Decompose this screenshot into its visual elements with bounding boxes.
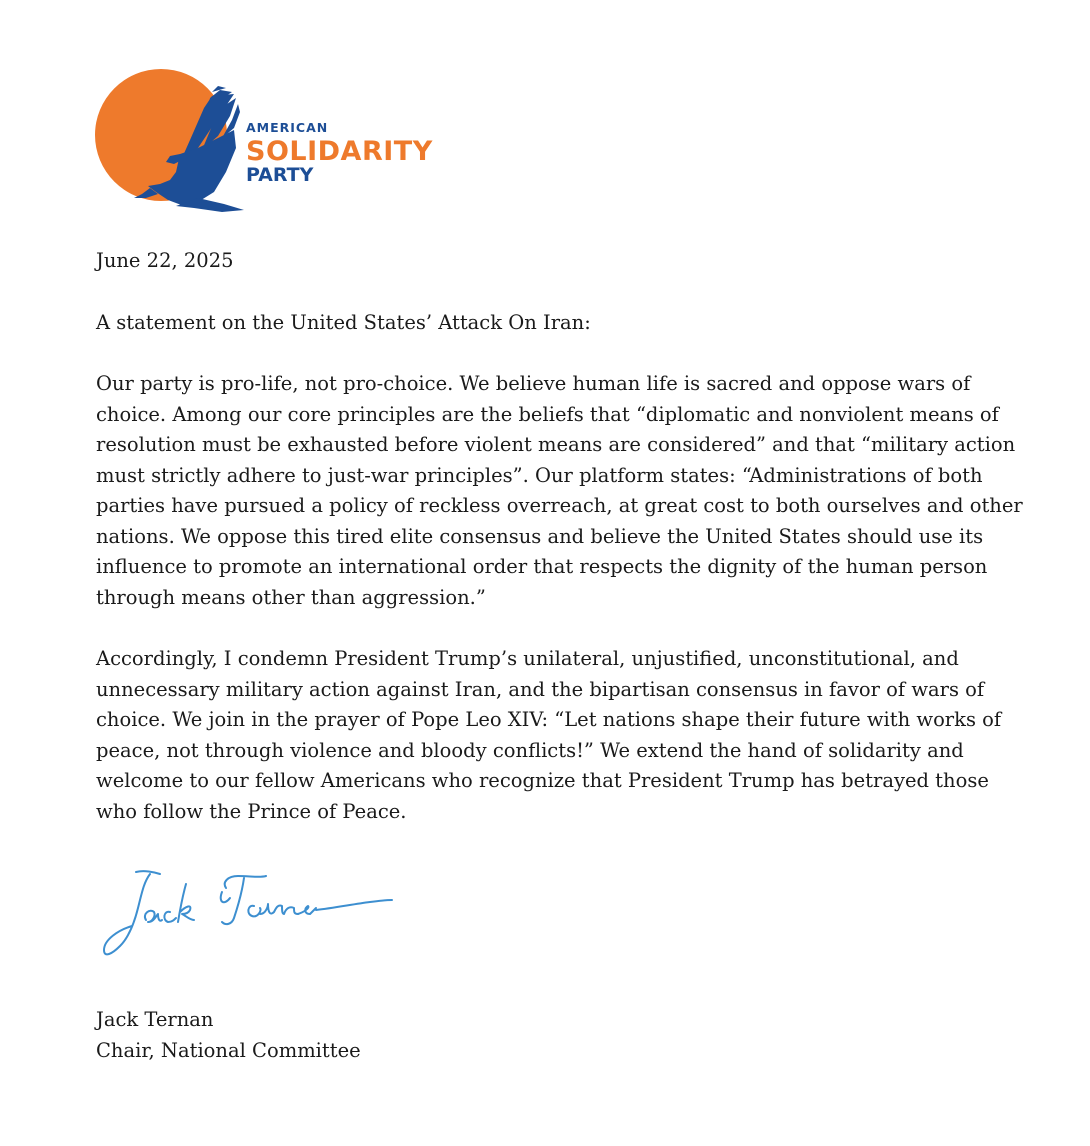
letter-body xyxy=(96,246,1036,827)
logo-wordmark xyxy=(246,122,433,185)
logo-line-american: AMERICAN xyxy=(246,120,329,135)
logo-line-party: PARTY xyxy=(246,163,314,186)
logo-line-solidarity: SOLIDARITY xyxy=(246,135,433,167)
letter-date: June 22, 2025 xyxy=(96,249,234,272)
handwritten-signature xyxy=(98,862,398,967)
letter-paragraph-1: Our party is pro-life, not pro-choice. We believe human life is sacred and oppose wars of choice. Among our core principles are the beliefs that “diplomatic and nonviolent means of resolution must be exhausted before violent means are considered” and that “military action must strictly adhere to just-war principles”. Our platform states: “Administrations of both parties have pursued a policy of reckless overreach, at great cost to both ourselves and other nations. We oppose this tired elite consensus and believe the United States should use its influence to promote an international order that respects the dignity of the human person through means other than aggression.” xyxy=(96,372,1023,609)
signature-block xyxy=(96,1005,361,1066)
letter-paragraph-2: Accordingly, I condemn President Trump’s unilateral, unjustified, unconstitutional, and unnecessary military action against Iran, and the bipartisan consensus in favor of wars of choice. We join in the prayer of Pope Leo XIV: “Let nations shape their future with works of peace, not through violence and bloody conflicts!” We extend the hand of solidarity and welcome to our fellow Americans who recognize that President Trump has betrayed those who follow the Prince of Peace. xyxy=(96,647,1002,823)
signer-title: Chair, National Committee xyxy=(96,1038,361,1062)
signer-name: Jack Ternan xyxy=(96,1008,214,1031)
party-logo xyxy=(94,68,464,218)
letter-intro: A statement on the United States’ Attack On Iran: xyxy=(96,310,591,334)
